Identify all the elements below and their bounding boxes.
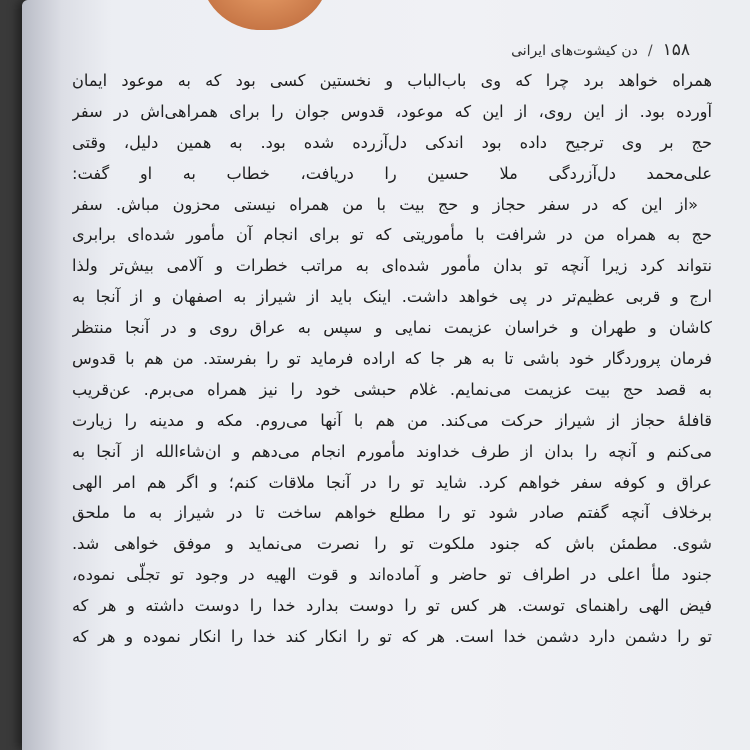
text-line: قافلهٔ حجاز از شیراز حرکت می‌کند. من هم با آنها می‌روم. مکه و مدینه را زیارت	[72, 410, 712, 430]
text-line: همراه خواهد برد چرا که وی باب‌الباب و نخستین کسی بود که به موعود ایمان	[72, 71, 712, 90]
text-line: جنود ملأ اعلی در اطراف تو حاضر و آماده‌اند و قوت الهیه در وجود تو تجلّی نموده،	[72, 565, 712, 585]
book-page	[22, 0, 750, 750]
text-line: آورده بود. از این روی، از این که موعود، قدوس جوان را برای همراهی‌اش در سفر	[72, 101, 712, 121]
text-line: شوی. مطمئن باش که جنود ملکوت تو را نصرت می‌نماید و موفق خواهی شد.	[72, 534, 712, 554]
page-number: ۱۵۸	[662, 40, 690, 60]
text-line: نتواند کرد زیرا آنچه تو بدان مأمور شده‌ای به مراتب خطرات و آلامی بیش‌تر ولذا	[72, 256, 712, 276]
text-line: علی‌محمد دل‌آزردگی ملا حسین را دریافت، خطاب به او گفت:	[72, 163, 712, 183]
text-line: ارج و قربی عظیم‌تر در پی خواهد داشت. اینک باید از شیراز به اصفهان و از آنجا به	[72, 287, 712, 307]
text-line: به قصد حج بیت عزیمت می‌نمایم. غلام حبشی خود را نیز همراه می‌برم. عن‌قریب	[72, 379, 712, 399]
running-header	[511, 40, 690, 60]
text-line: می‌کنم و آنچه را بدان از طرف خداوند مأمورم انجام می‌دهم و ان‌شاءالله از آنجا به	[72, 441, 712, 461]
text-line: کاشان و طهران و خراسان عزیمت نمایی و سپس به عراق روی و در آنجا منتظر	[72, 318, 712, 338]
text-line: برخلاف آنچه گفتم صادر شود تو را مطلع خواهم ساخت تا در شیراز به ما ملحق	[72, 503, 712, 523]
text-line: تو را دشمن دارد دشمن خدا است. هر که تو را انکار کند خدا را انکار نموده و هر که	[72, 627, 712, 647]
text-line: عراق و کوفه سفر خواهم کرد. شاید تو را در آنجا ملاقات کنم؛ و اگر هم امر الهی	[72, 472, 712, 492]
quote-start-line: «از این که در سفر حجاز و حج بیت با من همراه نیستی محزون مباش. سفر	[72, 194, 698, 214]
header-separator: /	[647, 43, 653, 59]
text-line: فرمان پروردگار خود باشی تا به هر جا که اراده فرماید تو را بفرستد. من هم با قدوس	[72, 349, 712, 369]
text-line: حج بر وی ترجیح داده بود اندکی دل‌آزرده شده بود. به همین دلیل، وقتی	[72, 132, 712, 152]
text-line: فیض الهی راهنمای توست. هر کس تو را دوست بدارد خدا را دوست داشته و هر که	[72, 596, 712, 616]
text-line: حج به همراه من در شرافت با مأموریتی که تو برای انجام آن مأمور شده‌ای برابری	[72, 225, 712, 245]
body-text	[72, 66, 712, 653]
book-title: دن کیشوت‌های ایرانی	[511, 43, 638, 59]
